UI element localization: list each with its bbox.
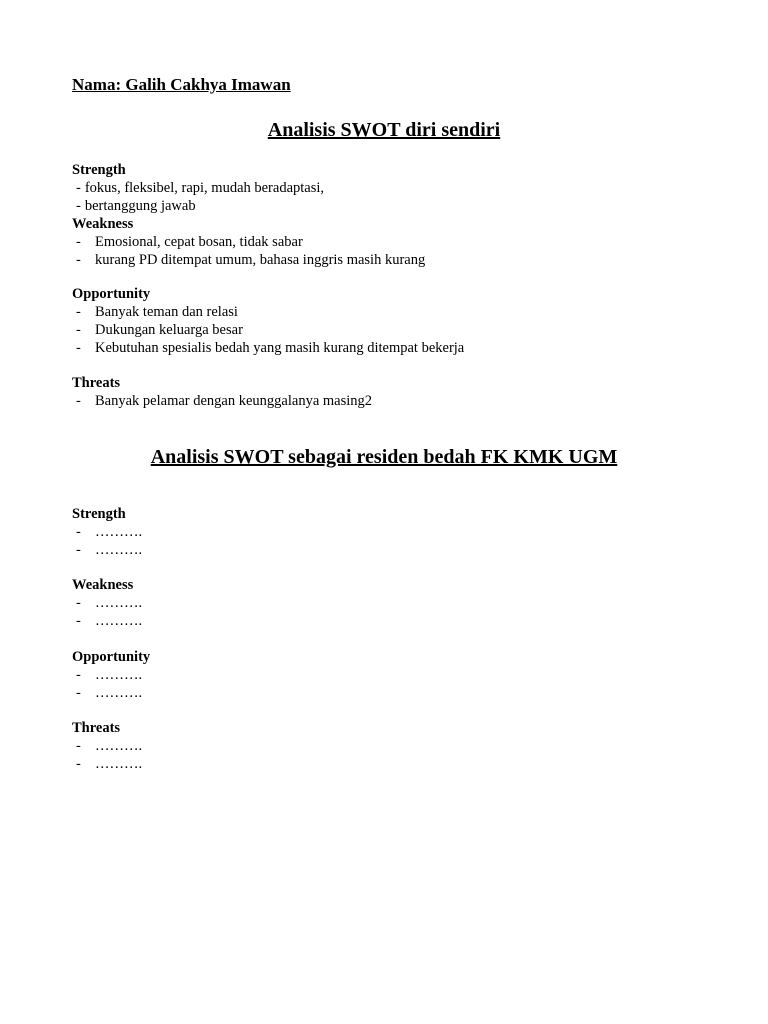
- list-item: [72, 612, 712, 630]
- resident-opportunity-section: [72, 648, 712, 702]
- list-dash: -: [76, 542, 81, 558]
- list-item-text: ……….: [95, 542, 143, 558]
- section-title-resident-swot: Analisis SWOT sebagai residen bedah FK KMK UGM: [150, 446, 618, 468]
- list-item: [72, 523, 712, 541]
- list-item: [72, 541, 712, 559]
- list-item-text: bertanggung jawab: [84, 198, 196, 214]
- list-item-text: Banyak teman dan relasi: [95, 304, 238, 320]
- author-name: Nama: Galih Cakhya Imawan: [72, 75, 291, 94]
- list-item-text: ……….: [95, 595, 143, 611]
- list-item: [72, 684, 712, 702]
- list-item: [72, 197, 712, 215]
- list-item-text: Dukungan keluarga besar: [95, 322, 243, 338]
- list-item-text: Kebutuhan spesialis bedah yang masih kurang ditempat bekerja: [95, 340, 465, 356]
- threats-heading: Threats: [72, 375, 121, 391]
- list-item: [72, 303, 712, 321]
- list-item: [72, 339, 712, 357]
- list-item: [72, 179, 712, 197]
- list-item: [72, 755, 712, 773]
- list-dash: -: [76, 613, 81, 629]
- resident-strength-section: [72, 505, 712, 559]
- list-dash: -: [76, 685, 81, 701]
- weakness-heading: Weakness: [72, 216, 134, 232]
- list-item-text: ……….: [95, 685, 143, 701]
- list-dash: -: [76, 393, 81, 409]
- list-item-text: ……….: [95, 667, 143, 683]
- strength-heading: Strength: [72, 506, 126, 522]
- resident-threats-section: [72, 719, 712, 773]
- list-item-text: ……….: [95, 756, 143, 772]
- list-dash: -: [76, 738, 81, 754]
- list-item: [72, 321, 712, 339]
- strength-heading: Strength: [72, 162, 126, 178]
- threats-heading: Threats: [72, 720, 121, 736]
- list-item-text: fokus, fleksibel, rapi, mudah beradaptasi,: [84, 180, 325, 196]
- list-dash: -: [76, 524, 81, 540]
- self-threats-section: [72, 374, 712, 410]
- list-item-text: ……….: [95, 738, 143, 754]
- list-dash: -: [76, 198, 81, 214]
- list-dash: -: [76, 322, 81, 338]
- list-dash: -: [76, 340, 81, 356]
- list-dash: -: [76, 756, 81, 772]
- list-dash: -: [76, 595, 81, 611]
- list-dash: -: [76, 180, 81, 196]
- list-item-text: Emosional, cepat bosan, tidak sabar: [95, 234, 303, 250]
- list-item-text: ……….: [95, 613, 143, 629]
- resident-weakness-section: [72, 576, 712, 630]
- list-item: [72, 666, 712, 684]
- list-item: [72, 392, 712, 410]
- list-dash: -: [76, 252, 81, 268]
- list-item-text: kurang PD ditempat umum, bahasa inggris masih kurang: [95, 252, 426, 268]
- list-item: [72, 251, 712, 269]
- list-dash: -: [76, 304, 81, 320]
- list-item: [72, 594, 712, 612]
- list-dash: -: [76, 234, 81, 250]
- weakness-heading: Weakness: [72, 577, 134, 593]
- list-item-text: Banyak pelamar dengan keunggalanya masing2: [95, 393, 373, 409]
- self-strength-section: [72, 161, 712, 269]
- list-dash: -: [76, 667, 81, 683]
- list-item: [72, 233, 712, 251]
- section-title-self-swot: Analisis SWOT diri sendiri: [267, 119, 501, 141]
- opportunity-heading: Opportunity: [72, 649, 151, 665]
- self-opportunity-section: [72, 285, 712, 357]
- list-item-text: ……….: [95, 524, 143, 540]
- list-item: [72, 737, 712, 755]
- opportunity-heading: Opportunity: [72, 286, 151, 302]
